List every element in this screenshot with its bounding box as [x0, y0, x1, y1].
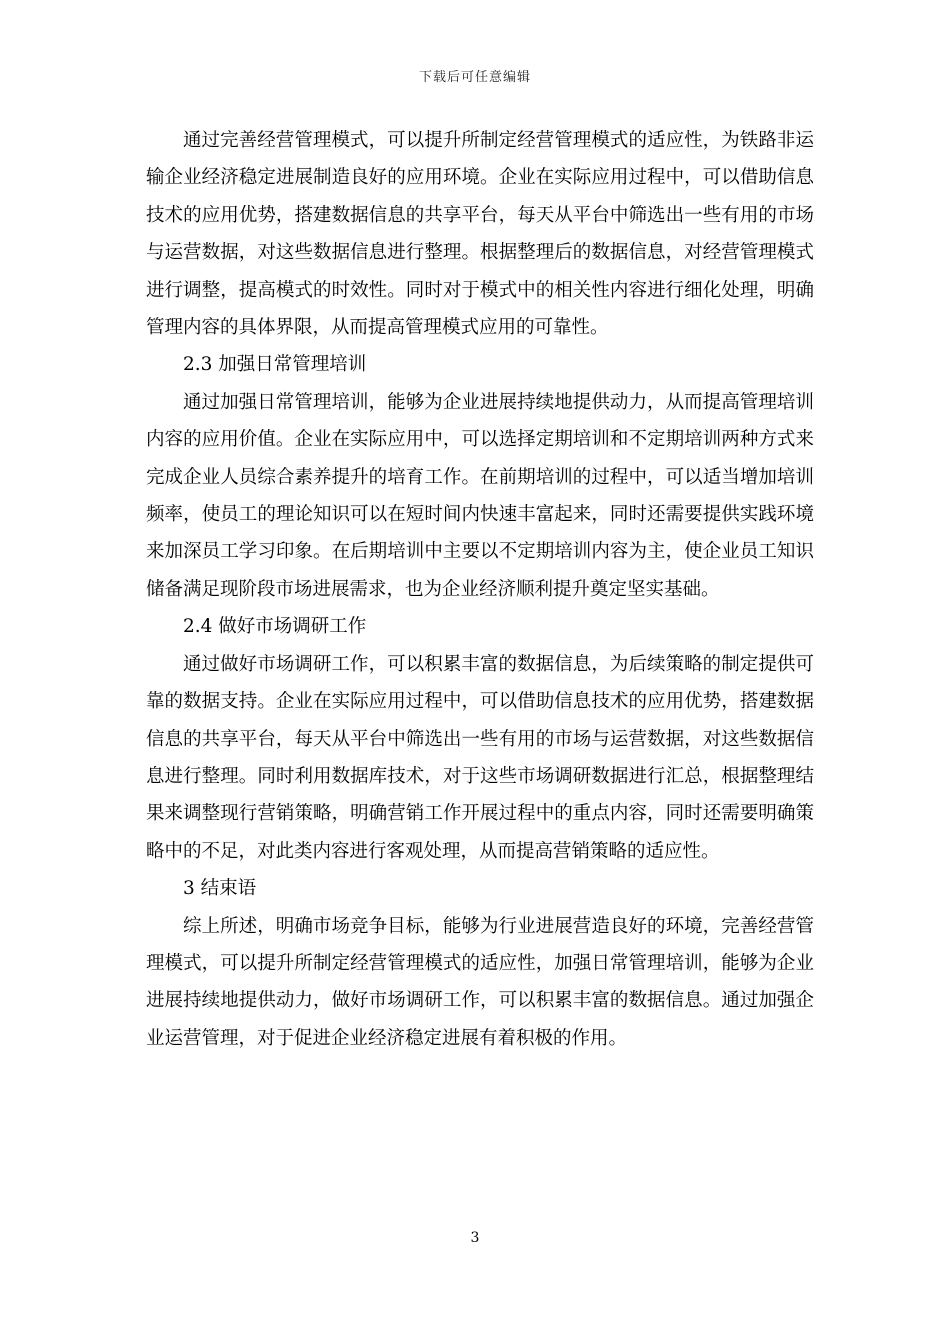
paragraph-training: 通过加强日常管理培训，能够为企业进展持续地提供动力，从而提高管理培训内容的应用价值。企业在实际应用中，可以选择定期培训和不定期培训两种方式来完成企业人员综合素养提升的培育工作。在前期培训的过程中，可以适当增加培训频率，使员工的理论知识可以在短时间内快速丰富起来，同时还需要提供实践环境来加深员工学习印象。在后期培训中主要以不定期培训内容为主，使企业员工知识储备满足现阶段市场进展需求，也为企业经济顺利提升奠定坚实基础。 — [146, 391, 814, 600]
paragraph-conclusion: 综上所述，明确市场竞争目标，能够为行业进展营造良好的环境，完善经营管理模式，可以提升所制定经营管理模式的适应性，加强日常管理培训，能够为企业进展持续地提供动力，做好市场调研工作，可以积累丰富的数据信息。通过加强企业运营管理，对于促进企业经济稳定进展有着积极的作用。 — [146, 915, 814, 1049]
document-body — [146, 122, 814, 1057]
section-heading-3: 3 结束语 — [183, 878, 257, 900]
page-header: 下载后可任意编辑 — [418, 70, 531, 85]
section-heading-2-3: 2.3 加强日常管理培训 — [183, 354, 367, 376]
section-heading-2-4: 2.4 做好市场调研工作 — [183, 616, 367, 638]
paragraph-management-model: 通过完善经营管理模式，可以提升所制定经营管理模式的适应性，为铁路非运输企业经济稳定进展制造良好的应用环境。企业在实际应用过程中，可以借助信息技术的应用优势，搭建数据信息的共享平台，每天从平台中筛选出一些有用的市场与运营数据，对这些数据信息进行整理。根据整理后的数据信息，对经营管理模式进行调整，提高模式的时效性。同时对于模式中的相关性内容进行细化处理，明确管理内容的具体界限，从而提高管理模式应用的可靠性。 — [146, 130, 814, 339]
paragraph-market-research: 通过做好市场调研工作，可以积累丰富的数据信息，为后续策略的制定提供可靠的数据支持。企业在实际应用过程中，可以借助信息技术的应用优势，搭建数据信息的共享平台，每天从平台中筛选出一些有用的市场与运营数据，对这些数据信息进行整理。同时利用数据库技术，对于这些市场调研数据进行汇总，根据整理结果来调整现行营销策略，明确营销工作开展过程中的重点内容，同时还需要明确策略中的不足，对此类内容进行客观处理，从而提高营销策略的适应性。 — [146, 653, 814, 862]
page-number: 3 — [470, 1230, 480, 1246]
